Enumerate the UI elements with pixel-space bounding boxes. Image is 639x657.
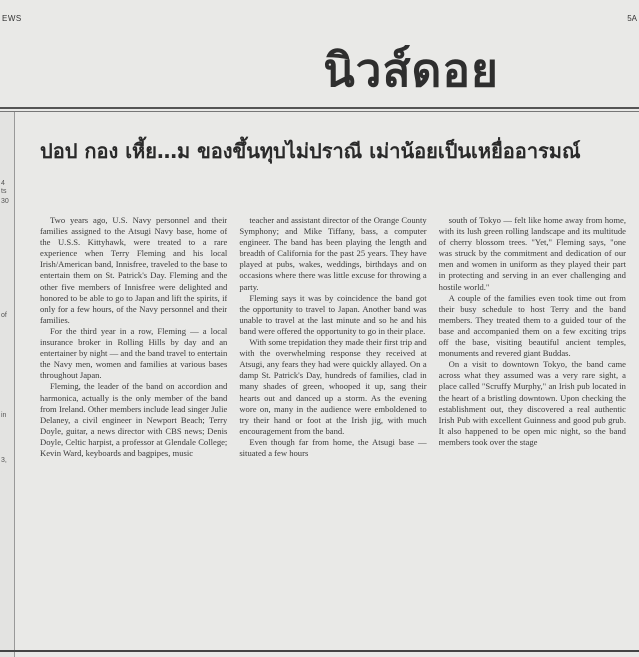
paragraph: On a visit to downtown Tokyo, the band came across what they assumed was a very rare sight, a place called "Scruffy Murphy," an Irish pub located in the heart of a bristling downtown. Upon checking the establishment out, they discovered a real authentic Irish Pub with excellent Guinness and good pub grub. It also happened to be open mic night, so the band members took over the stage bbox=[438, 359, 626, 447]
fragment-text: 3, bbox=[1, 457, 7, 464]
paragraph: Fleming, the leader of the band on accordion and harmonica, actually is the only member of the band from Ireland. Other members include lead singer Julie Delaney, a civil engineer in Newport Beach; Terry Doyle, guitar, a news director with CBS news; Denis Doyle, Celtic harpist, a professor at Glendale College; Kevin Ward, keyboards and bagpipes, music bbox=[40, 381, 228, 458]
fragment-text: in bbox=[1, 412, 7, 419]
paragraph: Fleming says it was by coincidence the band got the opportunity to travel to Japan. Another band was unable to travel at the last minute and so he and his band were offered the opportunity to go in their place. bbox=[239, 292, 427, 336]
fragment-text: 30 bbox=[1, 198, 9, 205]
adjacent-column-fragment bbox=[0, 112, 15, 657]
paragraph: Even though far from home, the Atsugi base — situated a few hours bbox=[239, 436, 427, 458]
paragraph: Two years ago, U.S. Navy personnel and their families assigned to the Atsugi Navy base, home of the U.S.S. Kittyhawk, were treated to a rare experience when Terry Fleming and his local Irish/American band, Innisfree, traveled to the base to entertain them on St. Patrick's Day. Fleming and the other five members of Innisfree were delighted and honored to be able to go to Japan and lift the spirits, if only for a few hours, of the Navy personnel and their families. bbox=[40, 215, 228, 325]
paragraph: For the third year in a row, Fleming — a local insurance broker in Rolling Hills by day and an entertainer by night — and the band travel to entertain the Navy men, women and families at various bases throughout Japan. bbox=[40, 325, 228, 381]
section-label: EWS bbox=[2, 14, 22, 23]
article-body bbox=[40, 215, 626, 647]
paragraph: A couple of the families even took time out from their busy schedule to host Terry and the band members. They treated them to a guided tour of the base and accompanied them on a few exciting trips off the base, visiting beautiful ancient temples, monuments and revered giant Buddas. bbox=[438, 292, 626, 359]
paragraph: With some trepidation they made their first trip and with the overwhelming response they received at Atsugi, any fears they had were quickly allayed. On a damp St. Patrick's Day, hundreds of families, clad in many shades of green, whooped it up, sang their hearts out and danced up a storm. As the evening wore on, many in the audience were emboldened to try their hand or foot at the Irish jig, with much encouragement from the band. bbox=[239, 337, 427, 436]
masthead-rule bbox=[0, 107, 639, 109]
fragment-text: of bbox=[1, 312, 7, 319]
fragment-text: ts bbox=[1, 188, 7, 195]
masthead-rule-thin bbox=[0, 111, 639, 112]
article-headline: ปอป กอง เหี้ย…ม ของขึ้นทุบไม่ปราณี เม่าน้อยเป็นเหยื่ออารมณ์ bbox=[40, 139, 581, 163]
paragraph: south of Tokyo — felt like home away from home, with its lush green rolling landscape and its multitude of cherry blossom trees. "Yet," Fleming says, "one was struck by the commitment and dedication of our men and women in uniform as they played their part in protecting and serving in an ever challenging and hostile world." bbox=[438, 215, 626, 292]
article-column-3 bbox=[439, 215, 626, 647]
page-code: 5A bbox=[627, 14, 637, 23]
masthead-title: นิวส์ดอย bbox=[323, 43, 499, 97]
article-column-1 bbox=[40, 215, 227, 647]
page-bottom-rule bbox=[0, 650, 639, 652]
page-top-bar bbox=[0, 0, 639, 30]
article-column-2 bbox=[239, 215, 426, 647]
paragraph: teacher and assistant director of the Orange County Symphony; and Mike Tiffany, bass, a computer engineer. The band has been playing the length and breadth of California for the past 25 years. They have played at pubs, wakes, weddings, birthdays and on occasions where there was little excuse for throwing a party. bbox=[239, 215, 427, 292]
fragment-text: 4 bbox=[1, 180, 5, 187]
